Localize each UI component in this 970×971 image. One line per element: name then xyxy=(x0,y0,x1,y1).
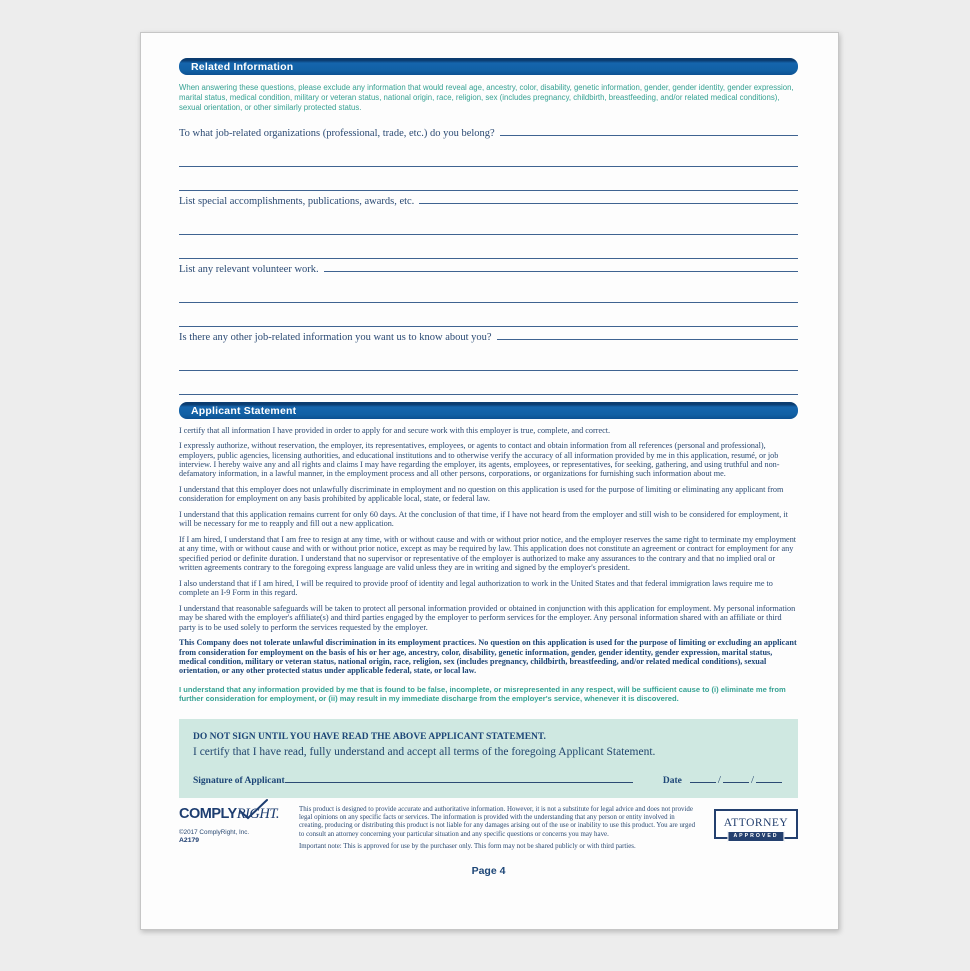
section-header-applicant-statement xyxy=(179,402,798,419)
statement-paragraph: I understand that this employer does not unlawfully discriminate in employment and no question on this application is used for the purpose of limiting or eliminating any applicant from consideration for employment on any basis prohibited by applicable local, state, or federal law. xyxy=(179,484,784,504)
signature-label: Signature of Applicant xyxy=(193,775,285,786)
statement-paragraph: I expressly authorize, without reservation, the employer, its representatives, employees, or agents to contact and obtain information from all references (personal and professional), employers, public agencies, licensing authorities, and educational institutions and to otherwise verify the accuracy of all information provided by me in this application, resumé, or job interview. I hereby waive any and all rights and claims I may have regarding the employer, its agents, employees, or representatives, for seeking, gathering, and using truthful and non-defamatory information, in a lawful manner, in the employment process and all other persons, corporations, or organizations for furnishing such information about me. xyxy=(179,441,780,479)
date-day-line[interactable] xyxy=(723,772,749,783)
answer-line[interactable] xyxy=(179,371,798,395)
signature-box xyxy=(179,719,798,798)
question-block xyxy=(179,123,798,191)
certify-statement: I certify that I have read, fully understand and accept all terms of the foregoing Applicant Statement. xyxy=(193,745,656,758)
question-block xyxy=(179,259,798,327)
checkmark-icon xyxy=(236,798,270,820)
complyright-logo xyxy=(179,805,291,844)
related-information-intro: When answering these questions, please exclude any information that would reveal age, ancestry, color, disability, genetic information, gender, gender identity, gender expression, marital status, medical condition, military or veteran status, national origin, race, religion, sex (includes pregnancy, childbirth, breastfeeding, and/or related medical conditions), sexual orientation, or other similarly protected status. xyxy=(179,83,794,112)
nondiscrimination-paragraph: This Company does not tolerate unlawful discrimination in its employment practices. No question on this application is used for the purpose of limiting or excluding an applicant from consideration for employment on the basis of his or her age, ancestry, color, disability, genetic information, gender, gender identity, gender expression, marital status, medical condition, military or veteran status, national origin, race, religion, sex (includes pregnancy, childbirth, breastfeeding, and/or related medical conditions), sexual orientation, or any other protected status under applicable federal, state, or local law. xyxy=(179,638,797,676)
signature-input-line[interactable] xyxy=(285,772,633,783)
do-not-sign-warning: DO NOT SIGN UNTIL YOU HAVE READ THE ABOVE APPLICANT STATEMENT. xyxy=(193,731,546,742)
date-label: Date xyxy=(662,775,682,786)
copyright-text: ©2017 ComplyRight, Inc. xyxy=(179,828,250,836)
answer-line[interactable] xyxy=(419,191,798,204)
statement-paragraph: I understand that this application remains current for only 60 days. At the conclusion of that time, if I have not heard from the employer and still wish to be considered for employment, it will be necessary for me to reapply and fill out a new application. xyxy=(179,510,788,529)
date-separator: / xyxy=(717,773,721,786)
form-number: A2179 xyxy=(179,836,200,844)
false-info-paragraph: I understand that any information provided by me that is found to be false, incomplete, or misrepresented in any respect, will be sufficient cause to (i) eliminate me from further consideration for employment, or (ii) may result in my immediate discharge from the employer's service, whenever it is discovered. xyxy=(179,684,786,704)
section-title: Related Information xyxy=(191,60,294,73)
answer-line[interactable] xyxy=(179,211,798,235)
applicant-statement-body xyxy=(179,426,798,704)
date-year-line[interactable] xyxy=(756,772,782,783)
page-number: Page 4 xyxy=(471,865,506,878)
statement-paragraph: If I am hired, I understand that I am free to resign at any time, with or without cause and with or without prior notice, and the employer reserves the same right to terminate my employment at any time, with or without cause and with or without prior notice, except as may be required by law. This application does not constitute an agreement or contract for employment for any specified period or definite duration. I understand that no supervisor or representative of the employer is authorized to make any assurances to the contrary and that no implied oral or written agreements contrary to the foregoing express language are valid unless they are in writing and signed by the employer's president. xyxy=(179,535,797,573)
question-label: List special accomplishments, publications, awards, etc. xyxy=(179,196,415,207)
attorney-label: ATTORNEY xyxy=(723,816,789,829)
question-block xyxy=(179,191,798,259)
answer-line[interactable] xyxy=(179,167,798,191)
answer-line[interactable] xyxy=(497,327,798,340)
question-label: To what job-related organizations (professional, trade, etc.) do you belong? xyxy=(179,128,495,139)
important-note: Important note: This is approved for use by the purchaser only. This form may not be shared publicly or with third parties. xyxy=(299,842,636,850)
form-page xyxy=(140,32,839,930)
logo-text-comply: COMPLY xyxy=(179,805,237,822)
answer-line[interactable] xyxy=(500,123,798,136)
logo-text-right: RIGHT. xyxy=(236,805,279,822)
section-title: Applicant Statement xyxy=(191,404,297,417)
question-label: List any relevant volunteer work. xyxy=(179,264,319,275)
date-month-line[interactable] xyxy=(690,772,716,783)
answer-line[interactable] xyxy=(324,259,798,272)
statement-paragraph: I also understand that if I am hired, I will be required to provide proof of identity and legal authorization to work in the United States and that federal immigration laws require me to complete an I-9 Form in this regard. xyxy=(179,578,773,598)
answer-line[interactable] xyxy=(179,303,798,327)
answer-line[interactable] xyxy=(179,235,798,259)
date-separator: / xyxy=(750,773,754,786)
related-information-questions xyxy=(179,123,798,395)
section-header-related-information xyxy=(179,58,798,75)
answer-line[interactable] xyxy=(179,143,798,167)
attorney-approved-badge xyxy=(714,809,798,839)
question-label: Is there any other job-related information you want us to know about you? xyxy=(179,332,492,343)
answer-line[interactable] xyxy=(179,347,798,371)
question-block xyxy=(179,327,798,395)
answer-line[interactable] xyxy=(179,279,798,303)
footer xyxy=(179,805,798,851)
approved-label: APPROVED xyxy=(727,831,784,842)
legal-disclaimer: This product is designed to provide accurate and authoritative information. However, it is not a substitute for legal advice and does not provide legal opinions on any specific facts or services. The information is provided with the understanding that any person or entity involved in creating, producing or distributing this product is not liable for any damages arising out of the use or inability to use this product. You are urged to consult an attorney concerning your particular situation and any specific questions or concerns you may have. xyxy=(299,805,696,838)
statement-paragraph: I certify that all information I have provided in order to apply for and secure work with this employer is true, complete, and correct. xyxy=(179,425,611,435)
statement-paragraph: I understand that reasonable safeguards will be taken to protect all personal information provided or obtained in conjunction with this application for employment. My personal information may be shared with the employer's affiliate(s) and third parties engaged by the employer to perform services for the employer. Any personal information shared with an affiliate or third party is to be used solely to perform the services requested by the employer. xyxy=(179,603,796,632)
